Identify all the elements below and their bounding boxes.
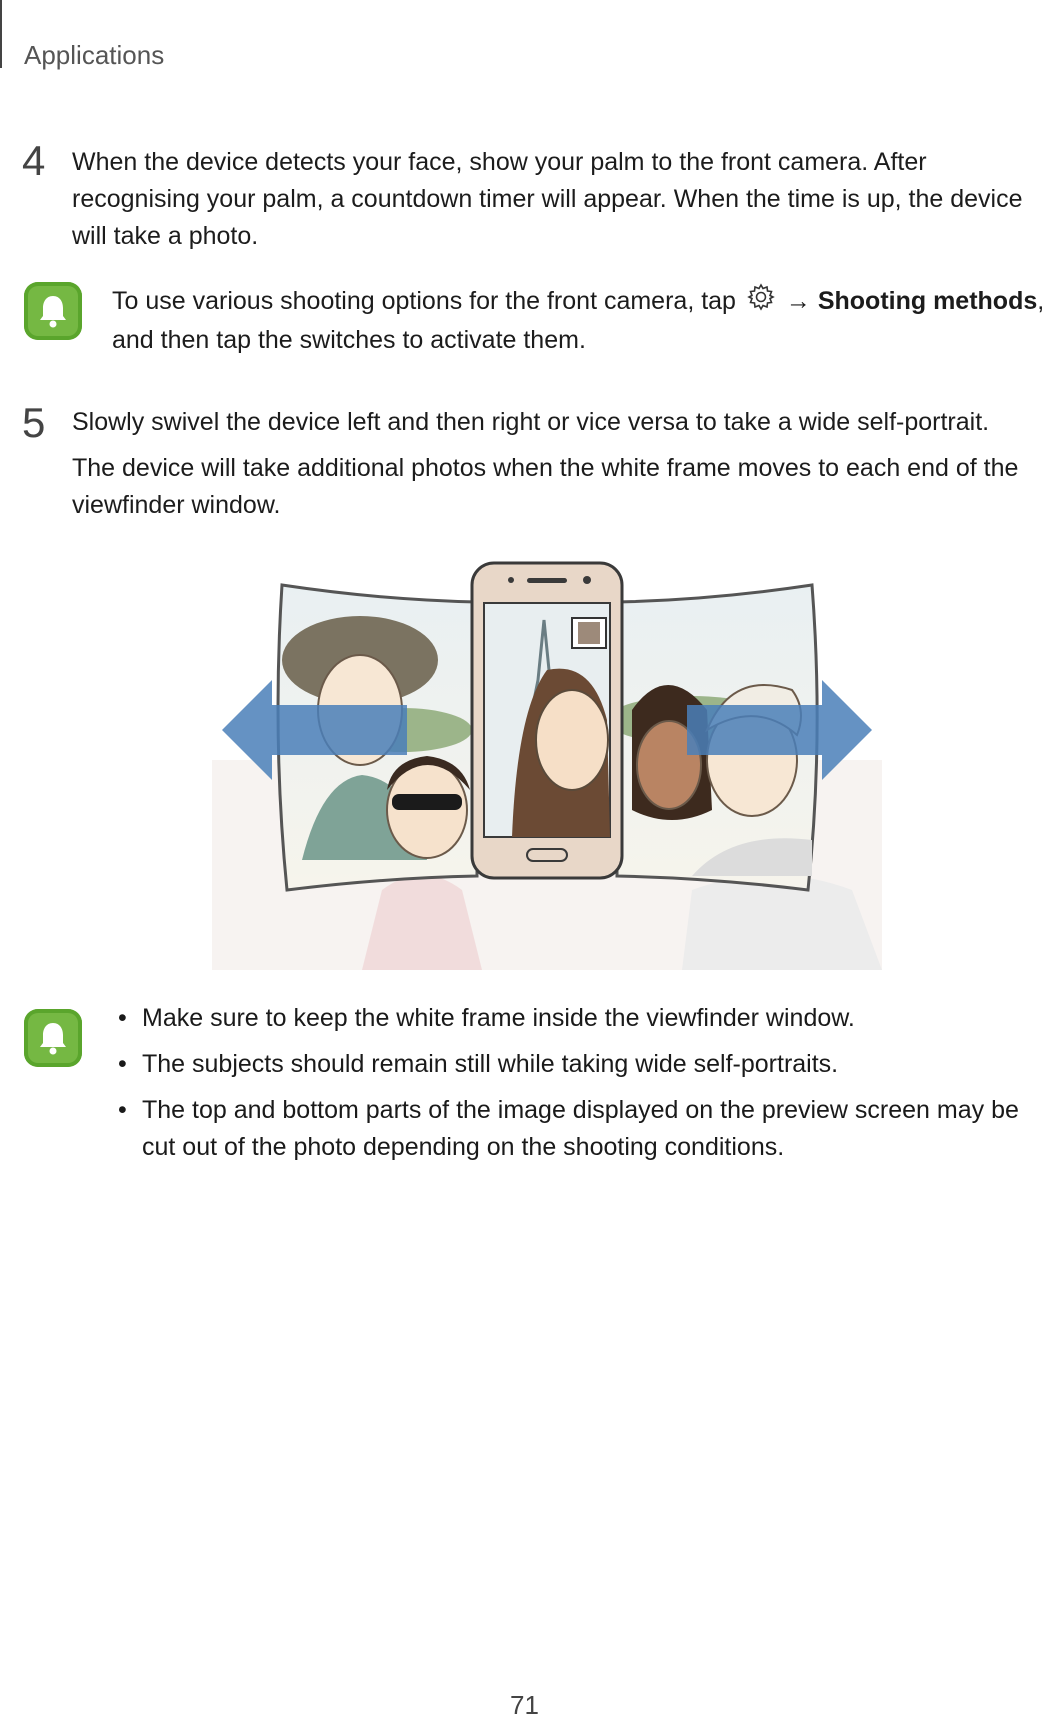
person-face — [536, 690, 608, 790]
bullet-glyph: • — [118, 1004, 127, 1032]
section-title: Applications — [24, 40, 165, 70]
arrow-glyph: → — [785, 287, 811, 316]
step-text: Slowly swivel the device left and then right or vice versa to take a wide self-portrait. — [72, 408, 990, 436]
step-number: 4 — [22, 137, 46, 184]
note-suffix: , — [1037, 287, 1045, 316]
note-prefix: To use various shooting options for the front camera, tap — [112, 287, 736, 316]
panorama-selfie-illustration — [212, 560, 882, 970]
phone-speaker — [527, 578, 567, 583]
bell-icon — [24, 282, 82, 340]
list-item — [118, 1046, 1043, 1083]
bell-icon — [24, 1009, 82, 1067]
bullet-text: Make sure to keep the white frame inside the viewfinder window. — [142, 1004, 855, 1032]
thumbnail — [578, 622, 600, 644]
list-item — [118, 1092, 1043, 1166]
bullet-text: The top and bottom parts of the image displayed on the preview screen may be cut out of the photo depending on the shooting conditions. — [142, 1096, 1019, 1161]
page-number: 71 — [510, 1690, 539, 1720]
phone-sensor — [583, 576, 591, 584]
sunglasses — [392, 794, 462, 810]
note-line2: and then tap the switches to activate them. — [112, 326, 586, 354]
step-text: When the device detects your face, show your palm to the front camera. After recognising your palm, a countdown timer will appear. When the time is up, the device will take a photo. — [72, 148, 1023, 250]
step-number: 5 — [22, 399, 46, 446]
gear-icon — [747, 283, 775, 322]
list-item — [118, 1000, 1043, 1037]
note-tip — [112, 283, 1047, 359]
step-subtext: The device will take additional photos when the white frame moves to each end of the viewfinder window. — [72, 454, 1019, 519]
phone-camera — [508, 577, 514, 583]
menu-path-bold: Shooting methods — [817, 287, 1038, 316]
bullet-glyph: • — [118, 1050, 127, 1078]
bullet-text: The subjects should remain still while taking wide self-portraits. — [142, 1050, 839, 1078]
header-rule — [0, 0, 2, 68]
note-bullet-list — [118, 1000, 1043, 1175]
bullet-glyph: • — [118, 1096, 127, 1124]
